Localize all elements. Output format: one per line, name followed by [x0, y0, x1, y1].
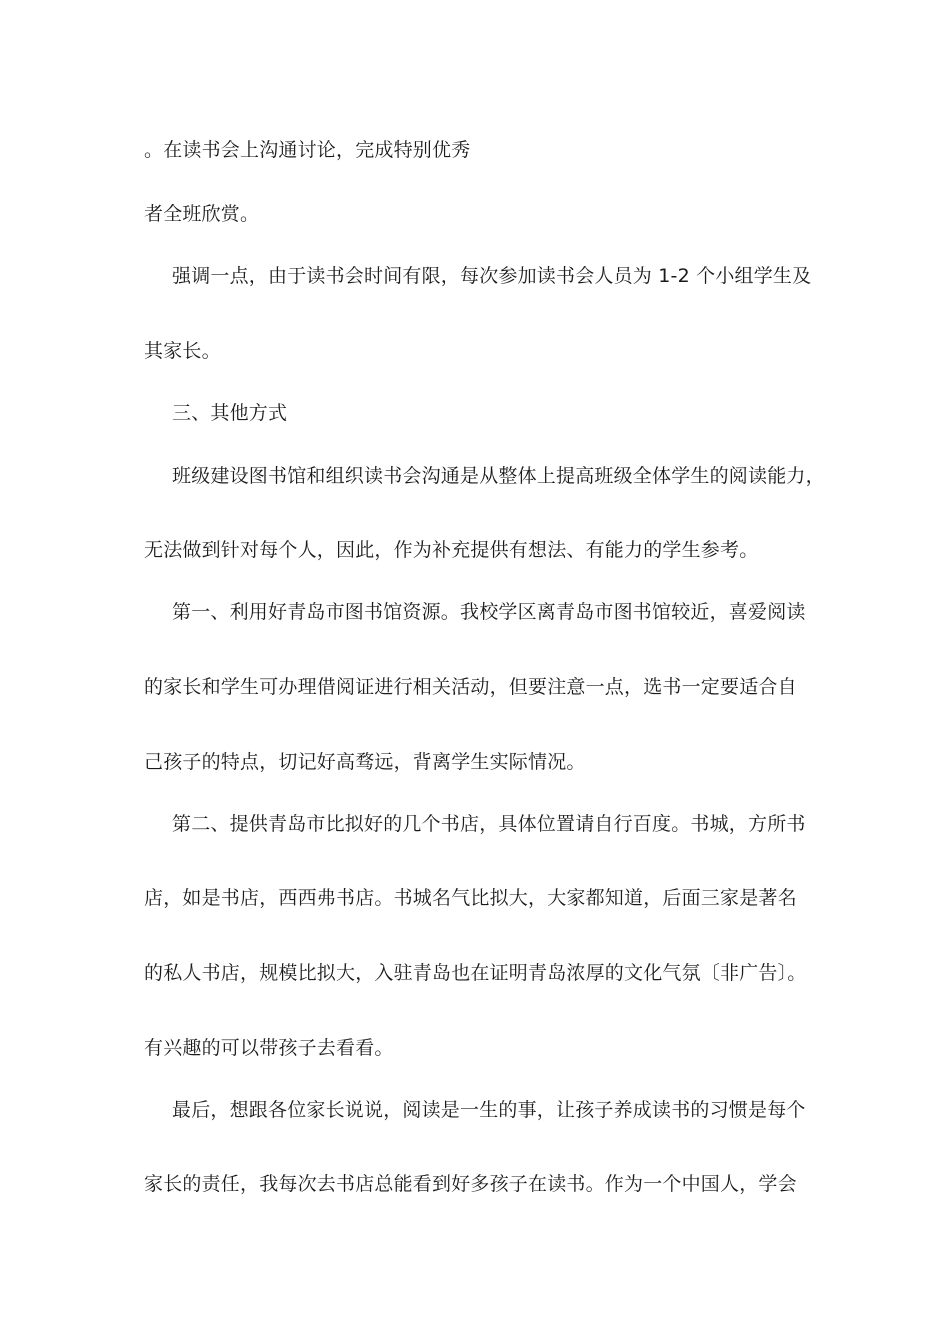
text-line: 无法做到针对每个人，因此，作为补充提供有想法、有能力的学生参考。 [144, 539, 759, 561]
text-line: 有兴趣的可以带孩子去看看。 [144, 1037, 394, 1059]
text-line: 第二、提供青岛市比拟好的几个书店，具体位置请自行百度。书城，方所书 [172, 813, 806, 835]
text-line: 。在读书会上沟通讨论，完成特别优秀 [144, 139, 471, 161]
text-line: 强调一点，由于读书会时间有限，每次参加读书会人员为 1-2 个小组学生及 [172, 265, 812, 287]
text-line: 己孩子的特点，切记好高骛远，背离学生实际情况。 [144, 751, 586, 773]
text-line: 家长的责任，我每次去书店总能看到好多孩子在读书。作为一个中国人，学会 [144, 1173, 797, 1195]
text-line: 的私人书店，规模比拟大，入驻青岛也在证明青岛浓厚的文化气氛〔非广告〕。 [144, 962, 807, 984]
text-line: 第一、利用好青岛市图书馆资源。我校学区离青岛市图书馆较近，喜爱阅读 [172, 601, 806, 623]
text-line: 最后，想跟各位家长说说，阅读是一生的事，让孩子养成读书的习惯是每个 [172, 1099, 806, 1121]
text-line: 店，如是书店，西西弗书店。书城名气比拟大，大家都知道，后面三家是著名 [144, 887, 797, 909]
text-line: 班级建设图书馆和组织读书会沟通是从整体上提高班级全体学生的阅读能力， [172, 465, 825, 487]
text-line: 其家长。 [144, 340, 221, 362]
text-line: 的家长和学生可办理借阅证进行相关活动，但要注意一点，选书一定要适合自 [144, 676, 797, 698]
text-line: 者全班欣赏。 [144, 203, 260, 225]
section-heading: 三、其他方式 [172, 402, 288, 424]
